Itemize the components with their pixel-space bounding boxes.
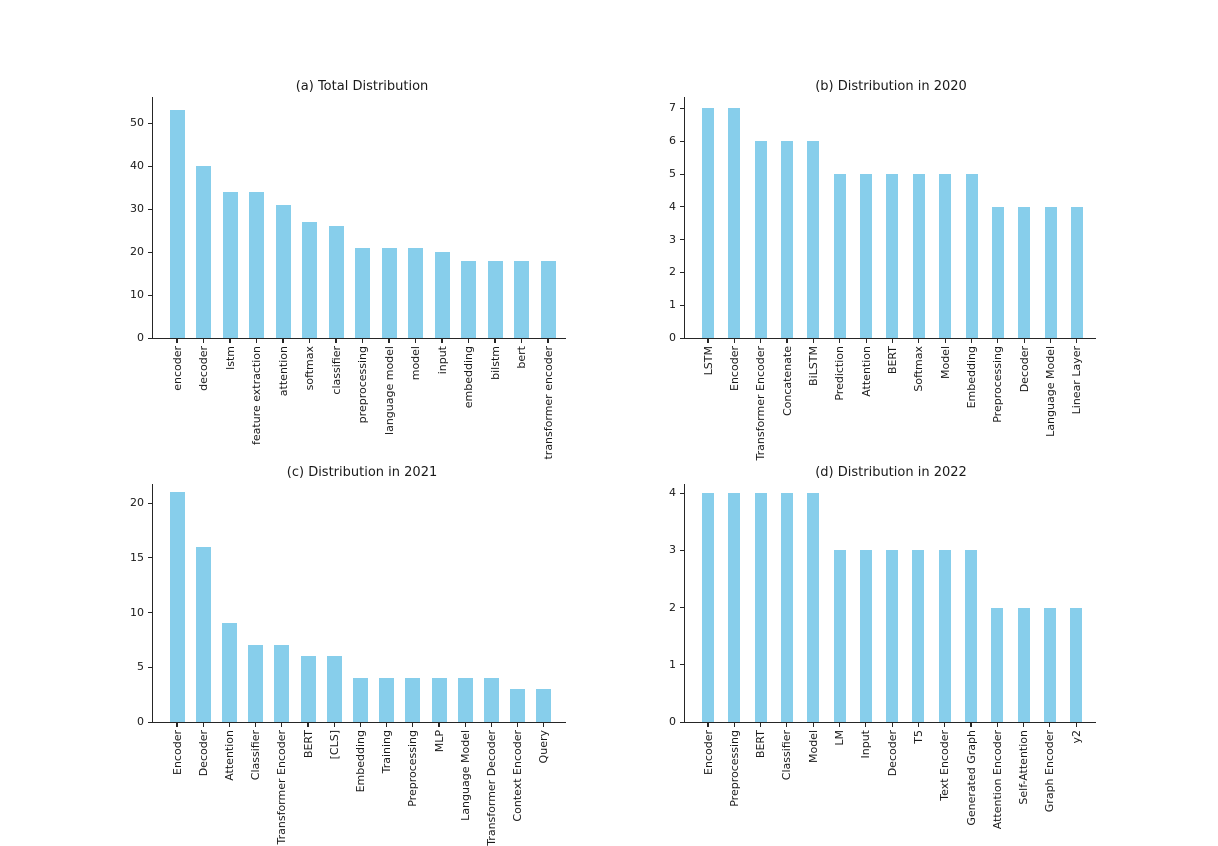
y-tick-label: 1 xyxy=(669,657,676,671)
bar-Generated Graph xyxy=(965,550,977,722)
chart-title-b: (b) Distribution in 2020 xyxy=(815,79,967,94)
y-tick-label: 4 xyxy=(669,486,676,499)
bar-decoder xyxy=(196,166,211,338)
x-tick-mark xyxy=(309,339,310,343)
x-tick-mark xyxy=(282,339,283,343)
y-tick-label: 7 xyxy=(669,101,676,115)
x-tick-label: input xyxy=(435,346,449,375)
x-tick-label: Preprocessing xyxy=(991,346,1005,423)
x-tick-label: transformer encoder xyxy=(541,346,555,460)
x-tick-label: Transformer Encoder xyxy=(275,730,289,845)
bar-MLP xyxy=(432,678,447,722)
bar-Linear Layer xyxy=(1071,207,1083,338)
x-tick-mark xyxy=(734,723,735,727)
x-tick-label: language model xyxy=(382,346,396,435)
x-tick-mark xyxy=(1024,339,1025,343)
x-tick-mark xyxy=(839,723,840,727)
x-tick-mark xyxy=(944,723,945,727)
bar-Prediction xyxy=(834,174,846,338)
x-tick-mark xyxy=(229,339,230,343)
bar-Preprocessing xyxy=(405,678,420,722)
x-tick-mark xyxy=(203,723,204,727)
x-tick-label: Text Encoder xyxy=(938,730,952,801)
x-tick-label: [CLS] xyxy=(327,730,341,760)
bar-Attention xyxy=(222,623,237,722)
x-tick-label: Generated Graph xyxy=(964,730,978,826)
bar-Input xyxy=(860,550,872,722)
x-tick-label: BiLSTM xyxy=(806,346,820,386)
x-tick-mark xyxy=(760,723,761,727)
bar-input xyxy=(435,252,450,338)
x-tick-mark xyxy=(307,723,308,727)
y-tick-mark xyxy=(148,722,152,723)
x-tick-label: preprocessing xyxy=(356,346,369,424)
x-tick-label: lstm xyxy=(223,346,237,370)
x-tick-mark xyxy=(415,339,416,343)
x-tick-mark xyxy=(386,723,387,727)
x-tick-label: Graph Encoder xyxy=(1043,730,1057,813)
x-tick-mark xyxy=(255,723,256,727)
x-tick-mark xyxy=(997,339,998,343)
y-axis-line xyxy=(152,484,153,723)
bar-Language Model xyxy=(458,678,473,722)
bar-[CLS] xyxy=(327,656,342,722)
bar-Query xyxy=(536,689,551,722)
bar-classifier xyxy=(329,226,344,338)
x-tick-label: BERT xyxy=(301,730,315,759)
x-tick-label: Model xyxy=(938,346,952,380)
bar-Encoder xyxy=(728,108,740,338)
x-tick-mark xyxy=(813,339,814,343)
x-tick-label: Concatenate xyxy=(780,346,794,417)
x-tick-label: classifier xyxy=(329,346,343,395)
x-tick-label: feature extraction xyxy=(250,346,263,445)
bar-Text Encoder xyxy=(939,550,951,722)
x-tick-mark xyxy=(707,723,708,727)
y-tick-label: 5 xyxy=(669,167,676,180)
x-tick-mark xyxy=(866,339,867,343)
bar-Graph Encoder xyxy=(1044,608,1056,723)
x-tick-mark xyxy=(945,339,946,343)
y-tick-mark xyxy=(148,123,152,124)
x-tick-mark xyxy=(438,723,439,727)
y-tick-label: 20 xyxy=(130,245,144,258)
x-tick-mark xyxy=(441,339,442,343)
y-tick-mark xyxy=(680,272,684,273)
x-tick-label: Attention xyxy=(859,346,873,397)
x-tick-mark xyxy=(281,723,282,727)
y-tick-mark xyxy=(148,209,152,210)
bar-Decoder xyxy=(196,547,211,722)
x-axis-line xyxy=(684,338,1096,339)
x-tick-label: Preprocessing xyxy=(406,730,420,807)
x-tick-label: Embedding xyxy=(965,346,978,409)
x-tick-label: Training xyxy=(380,730,394,774)
x-tick-mark xyxy=(543,723,544,727)
y-axis-line xyxy=(152,97,153,339)
x-tick-mark xyxy=(970,723,971,727)
x-tick-mark xyxy=(362,339,363,343)
y-tick-label: 4 xyxy=(669,199,676,213)
bar-LM xyxy=(834,550,846,722)
x-tick-label: encoder xyxy=(170,346,184,391)
y-tick-label: 0 xyxy=(669,715,676,728)
y-tick-mark xyxy=(148,503,152,504)
y-tick-label: 2 xyxy=(669,600,676,614)
x-tick-label: Attention Encoder xyxy=(990,730,1004,830)
x-tick-mark xyxy=(1023,723,1024,727)
bar-Preprocessing xyxy=(992,207,1004,338)
y-tick-label: 2 xyxy=(669,265,676,279)
bar-Encoder xyxy=(170,492,185,722)
x-tick-label: T5 xyxy=(911,730,925,744)
x-tick-label: Linear Layer xyxy=(1070,346,1084,415)
x-tick-label: Language Model xyxy=(1044,346,1058,437)
x-tick-mark xyxy=(1049,723,1050,727)
bar-Self-Attention xyxy=(1018,608,1030,723)
x-tick-label: Attention xyxy=(222,730,236,781)
y-tick-mark xyxy=(148,252,152,253)
bar-Model xyxy=(939,174,951,338)
x-tick-label: Encoder xyxy=(170,730,184,775)
x-tick-mark xyxy=(334,723,335,727)
y-tick-mark xyxy=(680,239,684,240)
bar-Attention xyxy=(860,174,872,338)
bar-softmax xyxy=(302,222,317,338)
y-tick-label: 50 xyxy=(130,116,144,129)
bar-Language Model xyxy=(1045,207,1057,338)
x-tick-label: Encoder xyxy=(701,730,715,775)
x-tick-label: Decoder xyxy=(885,730,899,777)
x-tick-label: Encoder xyxy=(727,346,741,391)
bar-T5 xyxy=(912,550,924,722)
y-tick-mark xyxy=(680,206,684,207)
x-tick-label: MLP xyxy=(432,730,446,753)
x-tick-mark xyxy=(491,723,492,727)
bar-Transformer Decoder xyxy=(484,678,499,722)
bar-Transformer Encoder xyxy=(755,141,767,338)
bar-BERT xyxy=(886,174,898,338)
y-tick-mark xyxy=(680,493,684,494)
x-tick-label: Model xyxy=(806,730,820,764)
x-tick-mark xyxy=(918,723,919,727)
x-tick-label: Input xyxy=(859,730,873,759)
x-tick-label: bilstm xyxy=(488,346,502,380)
x-tick-mark xyxy=(388,339,389,343)
bar-y2 xyxy=(1070,608,1082,723)
x-tick-label: Classifier xyxy=(780,730,794,781)
x-tick-mark xyxy=(335,339,336,343)
bar-Embedding xyxy=(966,174,978,338)
x-tick-label: Decoder xyxy=(196,730,210,777)
y-tick-mark xyxy=(148,166,152,167)
x-tick-mark xyxy=(918,339,919,343)
bar-feature extraction xyxy=(249,192,264,338)
bar-Classifier xyxy=(248,645,263,722)
x-tick-mark xyxy=(813,723,814,727)
y-tick-label: 10 xyxy=(130,288,144,301)
bar-Softmax xyxy=(913,174,925,338)
y-tick-label: 0 xyxy=(669,331,676,344)
y-tick-label: 20 xyxy=(130,496,144,509)
x-tick-mark xyxy=(229,723,230,727)
x-tick-mark xyxy=(468,339,469,343)
x-tick-label: Self-Attention xyxy=(1017,730,1031,805)
x-tick-mark xyxy=(786,339,787,343)
x-tick-label: Decoder xyxy=(1017,346,1031,393)
x-tick-label: model xyxy=(409,346,422,381)
bar-LSTM xyxy=(702,108,714,338)
bar-model xyxy=(408,248,423,338)
x-tick-label: decoder xyxy=(197,346,210,391)
y-tick-label: 3 xyxy=(669,543,676,557)
y-tick-label: 5 xyxy=(137,660,144,674)
y-tick-mark xyxy=(680,305,684,306)
bar-bert xyxy=(514,261,529,338)
y-tick-mark xyxy=(680,722,684,723)
x-tick-label: attention xyxy=(276,346,290,397)
x-tick-mark xyxy=(892,339,893,343)
x-tick-mark xyxy=(839,339,840,343)
y-tick-label: 0 xyxy=(137,331,144,344)
bar-Concatenate xyxy=(781,141,793,338)
y-tick-mark xyxy=(680,108,684,109)
x-tick-mark xyxy=(176,339,177,343)
x-tick-mark xyxy=(734,339,735,343)
x-tick-mark xyxy=(547,339,548,343)
y-tick-label: 3 xyxy=(669,232,676,246)
bar-Model xyxy=(807,493,819,722)
x-tick-mark xyxy=(971,339,972,343)
bar-Attention Encoder xyxy=(991,608,1003,723)
bar-Decoder xyxy=(1018,207,1030,338)
x-tick-label: Classifier xyxy=(249,730,263,781)
bar-encoder xyxy=(170,110,185,338)
x-tick-label: bert xyxy=(515,346,528,369)
x-tick-label: embedding xyxy=(462,346,475,409)
y-tick-mark xyxy=(680,141,684,142)
x-tick-label: LM xyxy=(833,730,846,746)
bar-Transformer Encoder xyxy=(274,645,289,722)
y-tick-mark xyxy=(148,295,152,296)
x-tick-mark xyxy=(1050,339,1051,343)
x-tick-mark xyxy=(465,723,466,727)
x-tick-label: Query xyxy=(537,730,551,764)
x-tick-mark xyxy=(176,723,177,727)
bar-BERT xyxy=(301,656,316,722)
bar-transformer encoder xyxy=(541,261,556,338)
chart-title-d: (d) Distribution in 2022 xyxy=(815,465,967,480)
x-axis-line xyxy=(684,722,1096,723)
bar-embedding xyxy=(461,261,476,338)
x-tick-mark xyxy=(494,339,495,343)
x-tick-label: Softmax xyxy=(912,346,926,392)
y-tick-mark xyxy=(680,607,684,608)
x-tick-label: softmax xyxy=(303,346,316,391)
x-tick-mark xyxy=(1076,723,1077,727)
y-tick-mark xyxy=(680,664,684,665)
bar-BiLSTM xyxy=(807,141,819,338)
y-tick-label: 40 xyxy=(130,159,144,172)
y-tick-mark xyxy=(680,174,684,175)
x-tick-mark xyxy=(521,339,522,343)
bar-lstm xyxy=(223,192,238,338)
x-tick-label: Embedding xyxy=(353,730,367,793)
x-tick-mark xyxy=(1076,339,1077,343)
chart-title-a: (a) Total Distribution xyxy=(295,79,429,94)
x-tick-mark xyxy=(760,339,761,343)
bar-Preprocessing xyxy=(728,493,740,722)
x-tick-mark xyxy=(865,723,866,727)
bar-bilstm xyxy=(488,261,503,338)
bar-Training xyxy=(379,678,394,722)
x-axis-line xyxy=(152,338,566,339)
x-tick-label: Prediction xyxy=(833,346,847,401)
bar-preprocessing xyxy=(355,248,370,338)
x-tick-label: Preprocessing xyxy=(727,730,741,807)
y-tick-mark xyxy=(680,550,684,551)
bar-Classifier xyxy=(781,493,793,722)
bar-language model xyxy=(382,248,397,338)
y-tick-label: 30 xyxy=(130,202,144,215)
y-axis-line xyxy=(684,97,685,339)
y-tick-mark xyxy=(148,612,152,613)
x-tick-mark xyxy=(997,723,998,727)
x-tick-mark xyxy=(412,723,413,727)
bar-Embedding xyxy=(353,678,368,722)
y-tick-mark xyxy=(680,338,684,339)
x-tick-label: y2 xyxy=(1069,730,1083,744)
y-tick-label: 0 xyxy=(137,715,144,728)
bar-Context Encoder xyxy=(510,689,525,722)
x-tick-label: BERT xyxy=(885,346,899,375)
y-tick-mark xyxy=(148,557,152,558)
y-tick-mark xyxy=(148,338,152,339)
x-tick-label: Transformer Decoder xyxy=(484,730,498,846)
x-tick-mark xyxy=(256,339,257,343)
x-tick-label: Language Model xyxy=(458,730,472,821)
y-tick-label: 1 xyxy=(669,298,676,312)
x-tick-mark xyxy=(707,339,708,343)
y-tick-label: 10 xyxy=(130,605,144,619)
bar-BERT xyxy=(755,493,767,722)
x-tick-mark xyxy=(517,723,518,727)
x-tick-label: BERT xyxy=(754,730,768,759)
x-tick-label: Transformer Encoder xyxy=(754,346,768,461)
bar-Decoder xyxy=(886,550,898,722)
x-tick-label: LSTM xyxy=(701,346,715,376)
y-tick-label: 6 xyxy=(669,134,676,148)
y-tick-mark xyxy=(148,667,152,668)
bar-attention xyxy=(276,205,291,338)
x-tick-mark xyxy=(203,339,204,343)
y-axis-line xyxy=(684,484,685,723)
x-tick-mark xyxy=(892,723,893,727)
chart-title-c: (c) Distribution in 2021 xyxy=(286,465,438,480)
x-tick-label: Context Encoder xyxy=(511,730,525,822)
y-tick-label: 15 xyxy=(130,550,144,564)
x-tick-mark xyxy=(786,723,787,727)
bar-Encoder xyxy=(702,493,714,722)
x-tick-mark xyxy=(360,723,361,727)
